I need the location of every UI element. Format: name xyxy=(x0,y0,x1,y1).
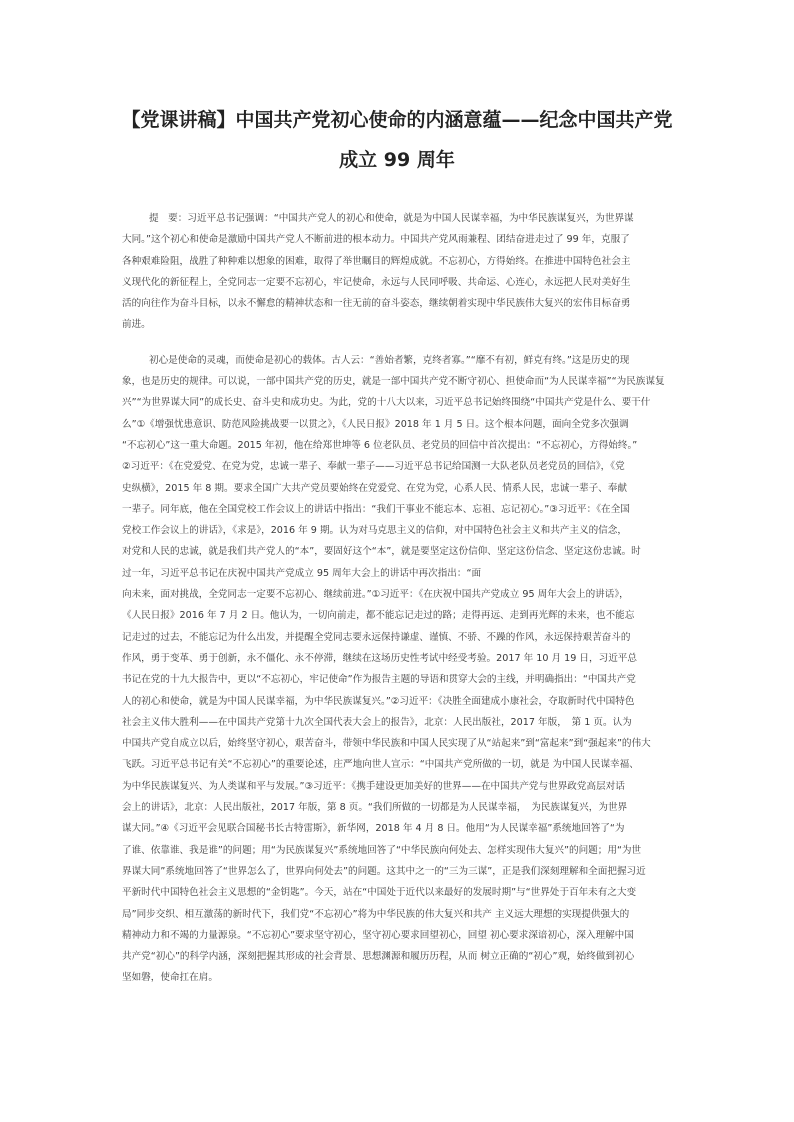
text-line: 谋大同。”④《习近平会见联合国秘书长古特雷斯》，新华网，2018 年 4 月 8 日。他用“为人民谋幸福”系统地回答了“为 xyxy=(122,823,625,835)
text-line: 一辈子。同年底，他在全国党校工作会议上的讲话中指出：“我们干事业不能忘本、忘祖、忘记初心。”③习近平：《在全国 xyxy=(122,503,630,515)
text-line: 书记在党的十九大报告中，更以“不忘初心，牢记使命”作为报告主题的导语和贯穿大会的主线，并明确指出：“中国共产党 xyxy=(122,674,636,686)
text-line: 对党和人民的忠诚，就是我们共产党人的“本”，要固好这个“本”，就是要坚定这份信仰、坚定这份信念、坚定这份忠诚。时 xyxy=(122,546,641,558)
document-title xyxy=(100,100,694,180)
text-line: 界谋大同”系统地回答了“世界怎么了，世界向何处去”的问题。这其中之一的“三为三谋”，正是我们深刻理解和全面把握习近 xyxy=(122,865,646,877)
text-line: 大同。”这个初心和使命是激励中国共产党人不断前进的根本动力。中国共产党风雨兼程、团结奋进走过了 99 年，克服了 xyxy=(122,234,630,246)
text-line: 了谁、依靠谁、我是谁”的问题；用“为民族谋复兴”系统地回答了“中华民族向何处去、怎样实现伟大复兴”的问题；用“为世 xyxy=(122,844,642,856)
text-line: 么”①《增强忧患意识、防范风险挑战要一以贯之》，《人民日报》2018 年 1 月 5 日。这个根本问题，面向全党多次强调 xyxy=(122,418,629,430)
text-line: 义现代化的新征程上，全党同志一定要不忘初心，牢记使命，永远与人民同呼吸、共命运、心连心，永远把人民对美好生 xyxy=(122,276,631,288)
paragraph-gap xyxy=(122,336,682,350)
text-line: 前进。 xyxy=(122,319,151,331)
text-line: 中国共产党自成立以后，始终坚守初心，艰苦奋斗，带领中华民族和中国人民实现了从“站起来”到“富起来”到“强起来”的伟大 xyxy=(122,738,651,750)
text-line: 精神动力和不竭的力量源泉。“不忘初心”要求坚守初心，坚守初心要求回望初心，回望 初心要求深谙初心，深入理解中国 xyxy=(122,929,634,941)
text-line: 各种艰难险阻，战胜了种种难以想象的困难，取得了举世瞩目的辉煌成就。不忘初心，方得始终。在推进中国特色社会主 xyxy=(122,255,631,267)
text-line: “不忘初心”这一重大命题。2015 年初，他在给郑世坤等 6 位老队员、老党员的回信中首次提出：“不忘初心，方得始终。” xyxy=(122,439,638,451)
text-line: 兴”“为世界谋大同”的成长史、奋斗史和成功史。为此，党的十八大以来，习近平总书记始终围绕“中国共产党是什么、要干什 xyxy=(122,397,651,409)
text-line: 记走过的过去，不能忘记为什么出发，并提醒全党同志要永远保持谦虚、谨慎、不骄、不躁的作风，永远保持艰苦奋斗的 xyxy=(122,631,631,643)
text-line: 提 要：习近平总书记强调：“中国共产党人的初心和使命，就是为中国人民谋幸福，为中华民族谋复兴，为世界谋 xyxy=(149,213,634,224)
text-line: 人的初心和使命，就是为中国人民谋幸福，为中华民族谋复兴。”②习近平：《决胜全面建成小康社会，夺取新时代中国特色 xyxy=(122,695,635,707)
text-line: 平新时代中国特色社会主义思想的“金钥匙”。今天，站在“中国处于近代以来最好的发展时期”与“世界处于百年未有之大变 xyxy=(122,887,637,899)
text-line: 飞跃。习近平总书记有关“不忘初心”的重要论述，庄严地向世人宣示：“中国共产党所做的一切，就是 为中国人民谋幸福、 xyxy=(122,759,639,771)
document-body xyxy=(122,208,682,989)
text-line: 党校工作会议上的讲话》，《求是》，2016 年 9 期。认为对马克思主义的信仰，对中国特色社会主义和共产主义的信念， xyxy=(122,525,627,537)
text-line: 局”同步交织、相互激荡的新时代下，我们党“不忘初心”将为中华民族的伟大复兴和共产 主义远大理想的实现提供强大的 xyxy=(122,908,630,920)
text-line: 活的向往作为奋斗目标，以永不懈怠的精神状态和一往无前的奋斗姿态，继续朝着实现中华民族伟大复兴的宏伟目标奋勇 xyxy=(122,298,631,310)
text-line: ②习近平：《在党爱党、在党为党，忠诚一辈子、奉献一辈子——习近平总书记给国测一大队老队员老党员的回信》，《党 xyxy=(122,461,625,473)
text-line: 初心是使命的灵魂，而使命是初心的载体。古人云：“善始者繁，克终者寡。”“靡不有初，鲜克有终。”这是历史的现 xyxy=(149,354,630,366)
text-line: 为中华民族谋复兴、为人类谋和平与发展。”③习近平：《携手建设更加美好的世界——在中国共产党与世界政党高层对话 xyxy=(122,780,625,792)
paragraph xyxy=(122,208,682,336)
text-line: 《人民日报》2016 年 7 月 2 日。他认为，一切向前走，都不能忘记走过的路；走得再远、走到再光辉的未来，也不能忘 xyxy=(122,610,635,622)
title-line-1: 【党课讲稿】中国共产党初心使命的内涵意蕴——纪念中国共产党 xyxy=(121,109,673,131)
paragraph xyxy=(122,350,682,989)
text-line: 会上的讲话》，北京：人民出版社，2017 年版，第 8 页。“我们所做的一切都是为人民谋幸福， 为民族谋复兴，为世界 xyxy=(122,802,628,814)
text-line: 过一年，习近平总书记在庆祝中国共产党成立 95 周年大会上的讲话中再次指出：“面 xyxy=(122,567,482,579)
text-line: 作风，勇于变革、勇于创新，永不僵化、永不停滞，继续在这场历史性考试中经受考验。2017 年 10 月 19 日，习近平总 xyxy=(122,652,637,664)
text-line: 共产党“初心”的科学内涵，深刻把握其形成的社会背景、思想渊源和履历历程，从而 树立正确的“初心”观，始终做到初心 xyxy=(122,951,635,963)
title-line-2: 成立 99 周年 xyxy=(339,149,455,171)
text-line: 向未来，面对挑战，全党同志一定要不忘初心、继续前进。”①习近平：《在庆祝中国共产党成立 95 周年大会上的讲话》， xyxy=(122,589,629,601)
text-line: 象，也是历史的规律。可以说，一部中国共产党的历史，就是一部中国共产党不断守初心、担使命而“为人民谋幸福”“为民族谋复 xyxy=(122,376,665,388)
text-line: 史纵横》，2015 年 8 期。要求全国广大共产党员要始终在党爱党、在党为党，心系人民、情系人民，忠诚一辈子、奉献 xyxy=(122,482,627,494)
text-line: 社会主义伟大胜利——在中国共产党第十九次全国代表大会上的报告》，北京：人民出版社，2017 年版， 第 1 页。认为 xyxy=(122,716,632,728)
text-line: 坚如磐，使命扛在肩。 xyxy=(122,972,218,984)
